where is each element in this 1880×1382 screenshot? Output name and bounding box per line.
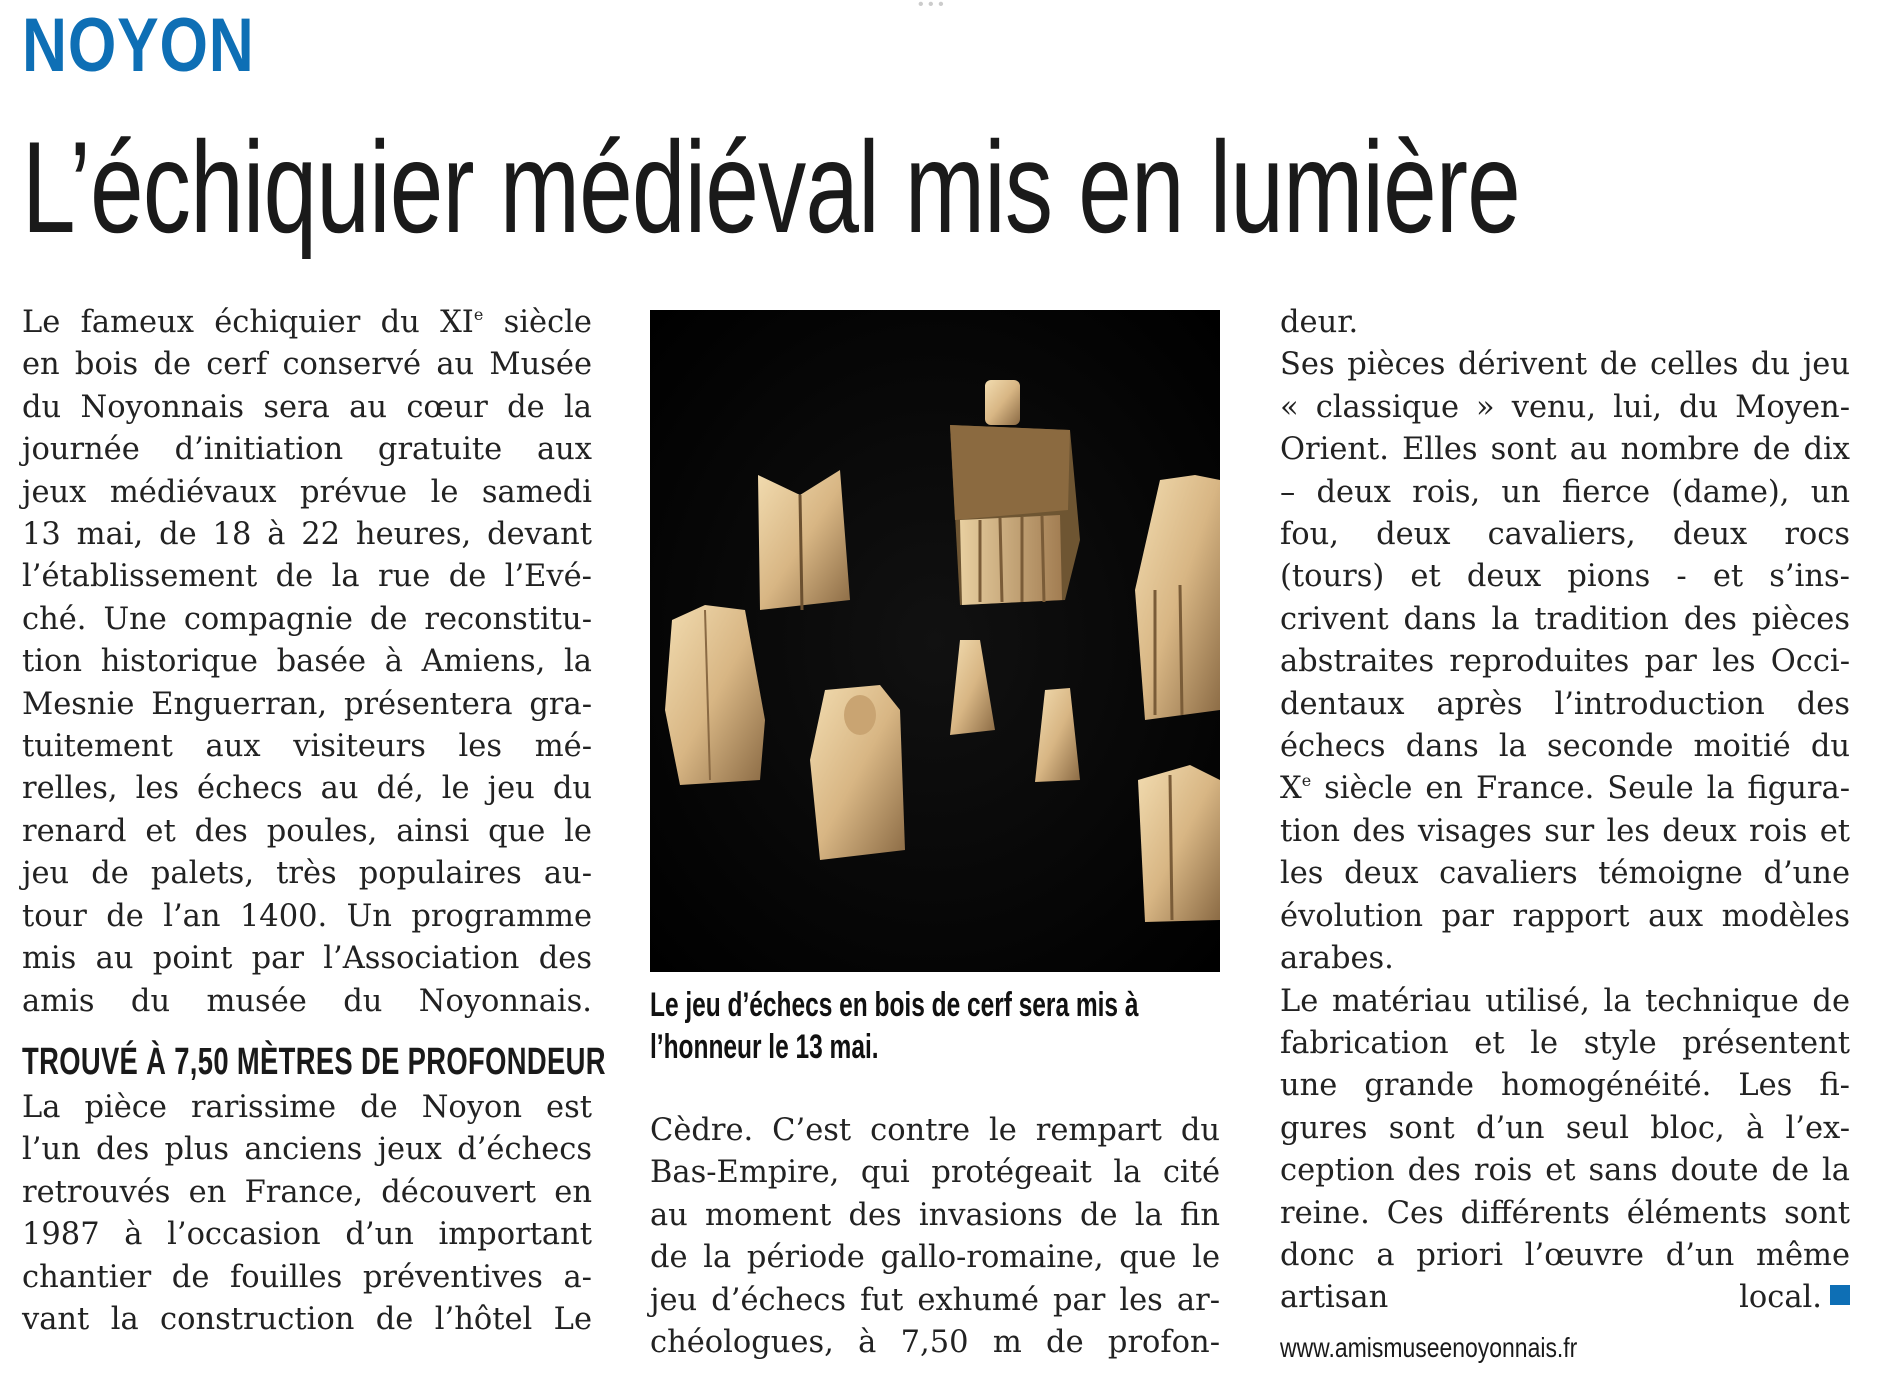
photo-caption xyxy=(650,984,1220,1068)
text-line: du Noyonnais sera au cœur de la xyxy=(22,389,592,425)
text-line: ché. Une compagnie de reconstitu- xyxy=(22,601,592,637)
text-line: l’un des plus anciens jeux d’échecs xyxy=(22,1132,592,1168)
text-line: crivent dans la tradition des pièces xyxy=(1280,601,1850,637)
text-line: amis du musée du Noyonnais. xyxy=(22,983,592,1019)
text-line: Ses pièces dérivent de celles du jeu xyxy=(1280,347,1850,383)
text-line: de la période gallo-romaine, que le xyxy=(650,1240,1220,1276)
text-line: journée d’initiation gratuite aux xyxy=(22,432,592,468)
text-line: artisan local. xyxy=(1280,1277,1850,1319)
text-line: (tours) et deux pions - et s’ins- xyxy=(1280,559,1850,595)
text-line: échecs dans la seconde moitié du xyxy=(1280,729,1850,765)
text-line: Le fameux échiquier du XIe siècle xyxy=(22,305,592,340)
text-line: La pièce rarissime de Noyon est xyxy=(22,1089,592,1125)
subheading: TROUVÉ À 7,50 MÈTRES DE PROFONDEUR xyxy=(22,1040,606,1083)
paragraph-1 xyxy=(22,302,592,1023)
text-line: jeu de palets, très populaires au- xyxy=(22,856,592,892)
text-line: abstraites reproduites par les Occi- xyxy=(1280,644,1850,680)
chess-piece xyxy=(985,380,1020,425)
text-line: relles, les échecs au dé, le jeu du xyxy=(22,771,592,807)
end-of-article-square-icon xyxy=(1830,1285,1850,1305)
text-line: renard et des poules, ainsi que le xyxy=(22,813,592,849)
text-line: tour de l’an 1400. Un programme xyxy=(22,898,592,934)
text-line: Orient. Elles sont au nombre de dix xyxy=(1280,432,1850,468)
text-line: les deux cavaliers témoigne d’une xyxy=(1280,856,1850,892)
caption-line: Le jeu d’échecs en bois de cerf sera mis à xyxy=(650,986,1139,1024)
column-1 xyxy=(22,302,606,1341)
text-line: Xe siècle en France. Seule la figura- xyxy=(1280,771,1850,807)
section-kicker: NOYON xyxy=(22,3,255,88)
text-line: deur. xyxy=(1280,305,1359,340)
text-line: une grande homogénéité. Les fi- xyxy=(1280,1068,1850,1104)
text-line: fou, deux cavaliers, deux rocs xyxy=(1280,517,1850,553)
text-line: tuitement aux visiteurs les mé- xyxy=(22,729,592,765)
text-line: jeux médiévaux prévue le samedi xyxy=(22,474,592,510)
text-line: ception des rois et sans doute de la xyxy=(1280,1153,1850,1189)
text-line: gures sont d’un seul bloc, à l’ex- xyxy=(1280,1110,1850,1146)
text-line: l’établissement de la rue de l’Evé- xyxy=(22,559,592,595)
text-line: arabes. xyxy=(1280,941,1394,977)
paragraph-4 xyxy=(1280,302,1850,344)
paragraph-3 xyxy=(650,1110,1220,1364)
text-line: retrouvés en France, découvert en xyxy=(22,1174,592,1210)
paragraph-2 xyxy=(22,1087,592,1341)
caption-line: l’honneur le 13 mai. xyxy=(650,1028,879,1066)
paragraph-5 xyxy=(1280,344,1850,980)
column-2 xyxy=(650,1110,1220,1364)
text-line: chantier de fouilles préventives a- xyxy=(22,1259,592,1295)
text-line: « classique » venu, lui, du Moyen- xyxy=(1280,389,1850,425)
text-line: 13 mai, de 18 à 22 heures, devant xyxy=(22,517,592,553)
text-line: donc a priori l’œuvre d’un même xyxy=(1280,1237,1850,1273)
text-line: dentaux après l’introduction des xyxy=(1280,686,1850,722)
text-line: reine. Ces différents éléments sont xyxy=(1280,1195,1850,1231)
text-line: mis au point par l’Association des xyxy=(22,941,592,977)
paragraph-6 xyxy=(1280,981,1850,1320)
headline: L’échiquier médiéval mis en lumière xyxy=(22,114,1520,260)
text-line: 1987 à l’occasion d’un important xyxy=(22,1217,592,1253)
text-line: fabrication et le style présentent xyxy=(1280,1025,1850,1061)
text-line: Le matériau utilisé, la technique de xyxy=(1280,983,1850,1019)
text-line: évolution par rapport aux modèles xyxy=(1280,898,1850,934)
text-line: vant la construction de l’hôtel Le xyxy=(22,1301,592,1337)
text-line: tion des visages sur les deux rois et xyxy=(1280,813,1850,849)
text-line: chéologues, à 7,50 m de profon- xyxy=(650,1325,1220,1361)
text-line: Bas-Empire, qui protégeait la cité xyxy=(650,1155,1220,1191)
text-line: au moment des invasions de la fin xyxy=(650,1197,1220,1233)
text-line: tion historique basée à Amiens, la xyxy=(22,644,592,680)
text-line: Cèdre. C’est contre le rempart du xyxy=(650,1113,1220,1148)
text-line: – deux rois, un fierce (dame), un xyxy=(1280,474,1850,510)
text-line: Mesnie Enguerran, présentera gra- xyxy=(22,686,592,722)
column-3 xyxy=(1280,302,1850,1320)
top-dots: • • • xyxy=(918,0,944,13)
chess-piece xyxy=(1138,765,1220,922)
text-line: en bois de cerf conservé au Musée xyxy=(22,347,592,383)
website-link[interactable]: www.amismuseenoyonnais.fr xyxy=(1280,1332,1578,1363)
chess-pieces-illustration xyxy=(650,310,1220,972)
text-line: jeu d’échecs fut exhumé par les ar- xyxy=(650,1282,1220,1318)
chess-pieces-photo xyxy=(650,310,1220,972)
